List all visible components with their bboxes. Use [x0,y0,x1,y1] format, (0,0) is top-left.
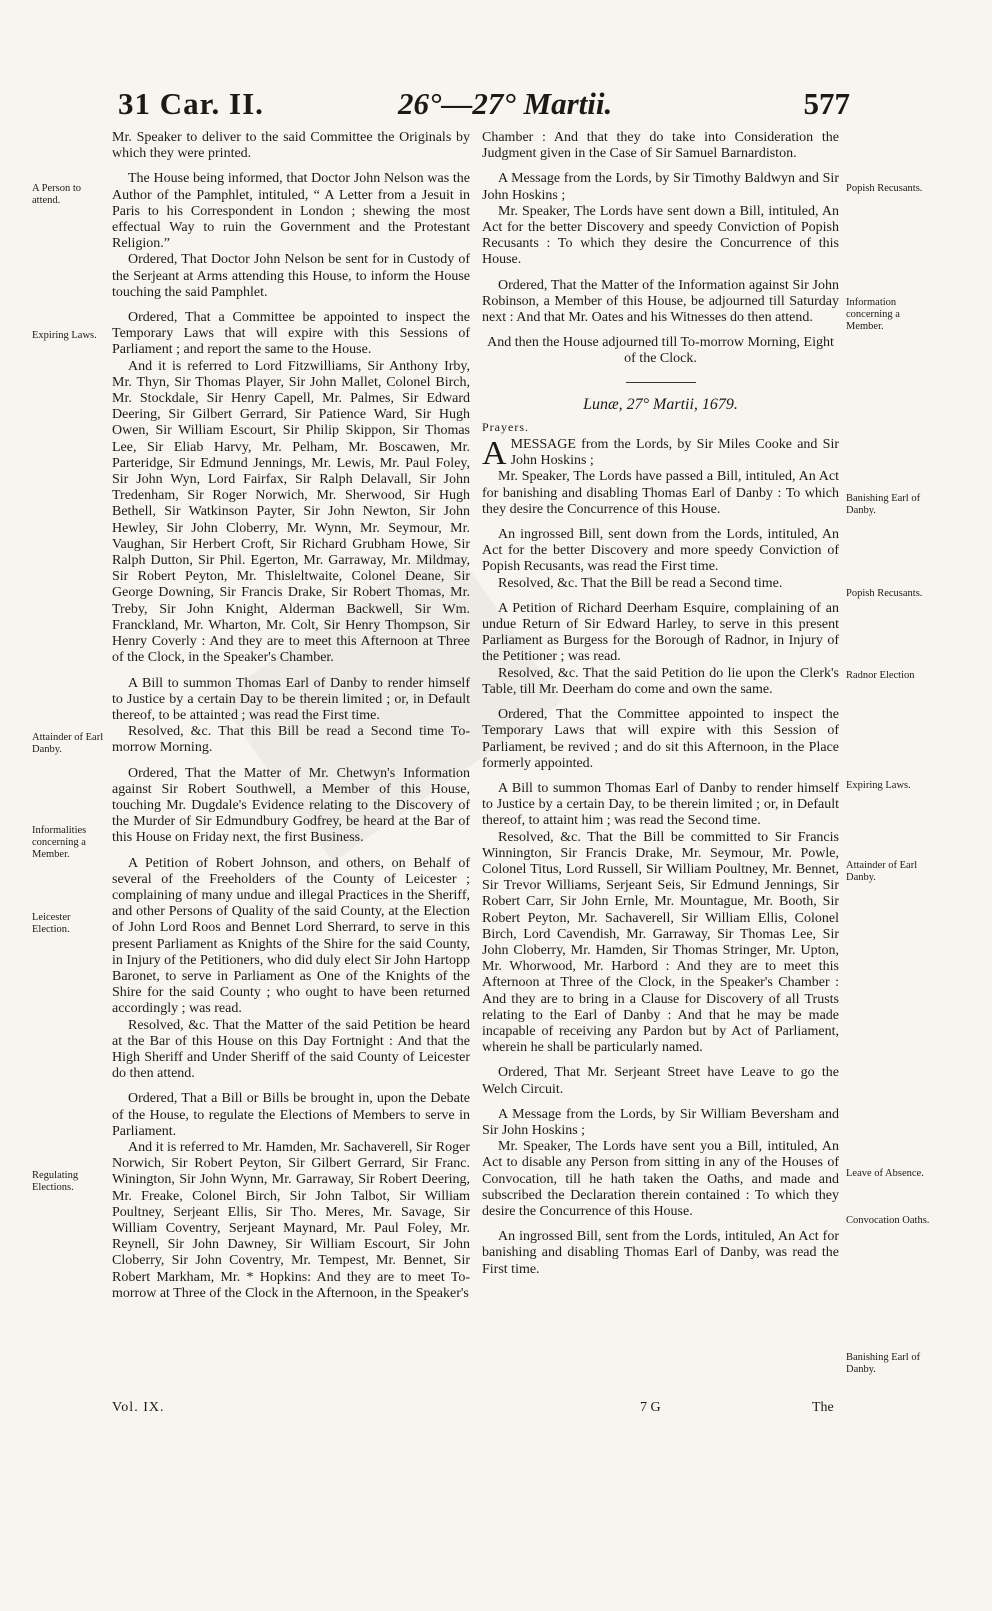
margin-note: Informalities concerning a Member. [32,825,87,860]
right-column [482,130,839,1278]
header-date: 26°—27° Martii. [398,86,613,121]
margin-note: Attainder of Earl Danby. [846,860,918,883]
entry-paragraph: Ordered, That Doctor John Nelson be sent for in Custody of the Serjeant at Arms attending this House, to inform the House touching the said Pamphlet. [112,252,470,300]
prayers-heading: Prayers. [482,419,529,434]
day-heading: Lunæ, 27° Martii, 1679. [583,395,738,413]
entry-paragraph: A Petition of Robert Johnson, and others, on Behalf of several of the Freeholders of the County of Leicester ; complaining of many undue and illegal Practices in the Sheriff, and other Persons of Quality of the said County, at the Election of John Lord Roos and Bennet Lord Sherrard, to serve in this present Parliament as Knights of the Shire for the said County, in Injury of the Petitioners, who did duly elect Sir John Hartopp Baronet, to serve in Parliament as One of the Knights of the Shire for the said County ; who ought to have been returned accordingly ; was read. [112,855,470,1017]
entry-paragraph: Resolved, &c. That the Bill be read a Second time. [498,575,783,591]
entry-paragraph: And it is referred to Lord Fitzwilliams, Sir Anthony Irby, Mr. Thyn, Sir Thomas Player, Sir John Mallet, Colonel Birch, Mr. Stockdale, Sir Henry Capell, Mr. Palmes, Sir Edward Deering, Sir Gilbert Gerrard, Sir Patience Ward, Sir Hugh Owen, Sir William Escourt, Sir Philip Skippon, Sir Thomas Lee, Sir Eliab Harvy, Mr. Pelham, Mr. Boscawen, Mr. Parteridge, Sir Edmund Jennings, Mr. Lewis, Mr. Paul Foley, Sir John Wyn, Lord Fairfax, Sir Ralph Delavall, Sir John Tredenham, Sir Roger Norwich, Mr. Sherwood, Sir Hugh Bethell, Sir Watkinson Payter, Sir John Newton, Sir John Hewley, Sir John Cloberry, Mr. Wynn, Mr. Seymour, Mr. Vaughan, Sir Herbert Croft, Sir Richard Grubham Howe, Sir Ralph Dutton, Sir Phil. Egerton, Mr. Garraway, Mr. Mildmay, Sir Robert Peyton, Mr. Thisleltwaite, Colonel Deane, Sir George Downing, Sir Francis Drake, Sir Robert Thomas, Mr. Treby, Sir John Knight, Alderman Backwell, Sir Wm. Franckland, Mr. Wharton, Mr. Colt, Sir Henry Thompson, Sir Henry Coverly : And they are to meet this Afternoon at Three of the Clock, in the Speaker's Chamber. [112,358,470,666]
drop-cap: A [482,435,507,473]
entry-paragraph: Mr. Speaker, The Lords have sent you a Bill, intituled, An Act to disable any Person from sitting in any of the Houses of Convocation, till he hath taken the Oaths, and made and subscribed the Declaration therein contained : To which they desire the Concurrence of this House. [482,1139,839,1219]
signature-mark: 7 G [640,1400,661,1415]
entry-paragraph: Resolved, &c. That the Matter of the said Petition be heard at the Bar of this House on this Day Fortnight : And that the High Sheriff and Under Sheriff of the said County of Leicester do then attend. [112,1017,470,1082]
entry-paragraph: Ordered, That the Matter of the Information against Sir John Robinson, a Member of this House, be adjourned till Saturday next : And that Mr. Oates and his Witnesses do then attend. [482,277,839,326]
entry-paragraph: Resolved, &c. That this Bill be read a Second time To-morrow Morning. [112,724,470,756]
entry-paragraph: Ordered, That the Committee appointed to inspect the Temporary Laws that will expire with this Session of Parliament, be revived ; and do sit this Afternoon, in the Place formerly appointed. [482,707,839,771]
margin-note: Expiring Laws. [846,780,911,791]
entry-paragraph: Mr. Speaker to deliver to the said Committee the Originals by which they were printed. [112,130,470,162]
entry-text: MESSAGE from the Lords, by Sir Miles Cooke and Sir John Hoskins ; [510,437,839,469]
entry-paragraph: Chamber : And that they do take into Consideration the Judgment given in the Case of Sir Samuel Barnardiston. [482,130,839,162]
margin-note: Expiring Laws. [32,330,97,341]
entry-paragraph: Resolved, &c. That the Bill be committed to Sir Francis Winnington, Sir Francis Drake, Mr. Seymour, Mr. Powle, Colonel Titus, Lord Russell, Sir William Poultney, Mr. Bennet, Sir Trevor Williams, Serjeant Seis, Sir Edmund Jennings, Sir Robert Carr, Sir John Ernle, Mr. Mountague, Mr. Booth, Sir Robert Peyton, Mr. Sachaverell, Sir William Ellis, Colonel Birch, Lord Cavendish, Mr. Garraway, Sir Thomas Lee, Sir John Cloberry, Mr. Hamden, Sir Thomas Stringer, Mr. Upton, Mr. Whorwood, Mr. Harbord : And they are to meet this Afternoon at Three of the Clock, in the Speaker's Chamber : And they are to bring in a Clause for Discovery of all Trusts relating to the Earl of Danby : And that he may be made incapable of receiving any Pardon but by Act of Parliament, wherein he shall be particularly named. [482,829,839,1056]
margin-note: Attainder of Earl Danby. [32,732,104,755]
header-regnal-year: 31 Car. II. [118,86,264,121]
margin-note: Leave of Absence. [846,1168,924,1179]
margin-note: Banishing Earl of Danby. [846,1352,921,1375]
entry-paragraph: Ordered, That a Committee be appointed to inspect the Temporary Laws that will expire with this Sessions of Parliament ; and report the same to the House. [112,310,470,358]
entry-paragraph: Ordered, That the Matter of Mr. Chetwyn's Information against Sir Robert Southwell, a Member of this House, touching Mr. Dugdale's Evidence relating to the Discovery of the Murder of Sir Edmundbury Godfrey, be heard at the Bar of this House on Friday next, the first Business. [112,765,470,846]
entry-paragraph: A Petition of Richard Deerham Esquire, complaining of an undue Return of Sir Edward Harley, to serve in this present Parliament as Burgess for the Borough of Radnor, in Injury of the Petitioner ; was read. [482,600,839,665]
entry-paragraph: A Message from the Lords, by Sir William Beversham and Sir John Hoskins ; [482,1106,839,1138]
margin-note: Regulating Elections. [32,1170,79,1193]
section-rule [626,382,696,383]
margin-note: Popish Recusants. [846,183,923,194]
entry-paragraph: An ingrossed Bill, sent from the Lords, intituled, An Act for banishing and disabling Thomas Earl of Danby, was read the First time. [482,1229,839,1277]
entry-paragraph: Ordered, That Mr. Serjeant Street have Leave to go the Welch Circuit. [482,1065,839,1097]
margin-note: Leicester Election. [32,912,71,935]
entry-paragraph: Resolved, &c. That the said Petition do lie upon the Clerk's Table, till Mr. Deerham do come and own the same. [482,665,839,697]
entry-paragraph: Mr. Speaker, The Lords have passed a Bill, intituled, An Act for banishing and disabling Thomas Earl of Danby : To which they desire the Concurrence of this House. [482,469,839,517]
margin-note: A Person to attend. [32,183,82,206]
margin-note: Convocation Oaths. [846,1215,930,1226]
entry-paragraph: A Message from the Lords, by Sir Timothy Baldwyn and Sir John Hoskins ; [482,171,839,203]
entry-paragraph: A Bill to summon Thomas Earl of Danby to render himself to Justice by a certain Day to be therein limited ; or, in Default thereof, to be attainted ; was read the First time. [112,675,470,723]
entry-paragraph: The House being informed, that Doctor John Nelson was the Author of the Pamphlet, intituled, “ A Letter from a Jesuit in Paris to his Correspondent in London ; shewing the most effectual Way to ruin the Government and the Protestant Religion.” [112,171,470,252]
entry-paragraph: A Bill to summon Thomas Earl of Danby to render himself to Justice by a certain Day, to be therein limited ; or, in Default thereof, to attaint him ; was read the Second time. [482,780,839,829]
catchword: The [812,1400,834,1415]
entry-paragraph: And it is referred to Mr. Hamden, Mr. Sachaverell, Sir Roger Norwich, Sir Robert Peyton, Sir Gilbert Gerrard, Sir Franc. Winington, Sir John Wynn, Mr. Garraway, Sir Robert Deering, Mr. Freake, Colonel Birch, Sir John Talbot, Sir William Poultney, Serjeant Ellis, Sir Tho. Meres, Mr. Savage, Sir William Coventry, Serjeant Maynard, Mr. Paul Foley, Mr. Reynell, Sir John Dawney, Sir William Escourt, Sir John Cloberry, Sir John Coventry, Mr. Tempest, Mr. Bennet, Sir Robert Markham, Mr. * Hopkins: And they are to meet To-morrow at Three of the Clock in the Afternoon, in the Speaker's [112,1139,470,1301]
margin-note: Banishing Earl of Danby. [846,493,921,516]
page-number: 577 [803,86,850,121]
left-column [112,130,470,1302]
margin-note: Information concerning a Member. [846,297,900,332]
margin-note: Popish Recusants. [846,588,923,599]
margin-note: Radnor Election [846,670,915,681]
running-header [110,80,860,128]
entry-paragraph [482,435,839,473]
entry-paragraph: Mr. Speaker, The Lords have sent down a Bill, intituled, An Act for the better Discovery and speedy Conviction of Popish Recusants : To which they desire the Concurrence of this House. [482,203,839,268]
entry-paragraph: Ordered, That a Bill or Bills be brought in, upon the Debate of the House, to regulate the Elections of Members to serve in Parliament. [112,1091,470,1139]
volume-label: Vol. IX. [112,1400,165,1415]
entry-paragraph: And then the House adjourned till To-morrow Morning, Eight of the Clock. [487,335,834,367]
entry-paragraph: An ingrossed Bill, sent down from the Lords, intituled, An Act for the better Discovery and more speedy Conviction of Popish Recusants, was read the First time. [482,527,839,575]
